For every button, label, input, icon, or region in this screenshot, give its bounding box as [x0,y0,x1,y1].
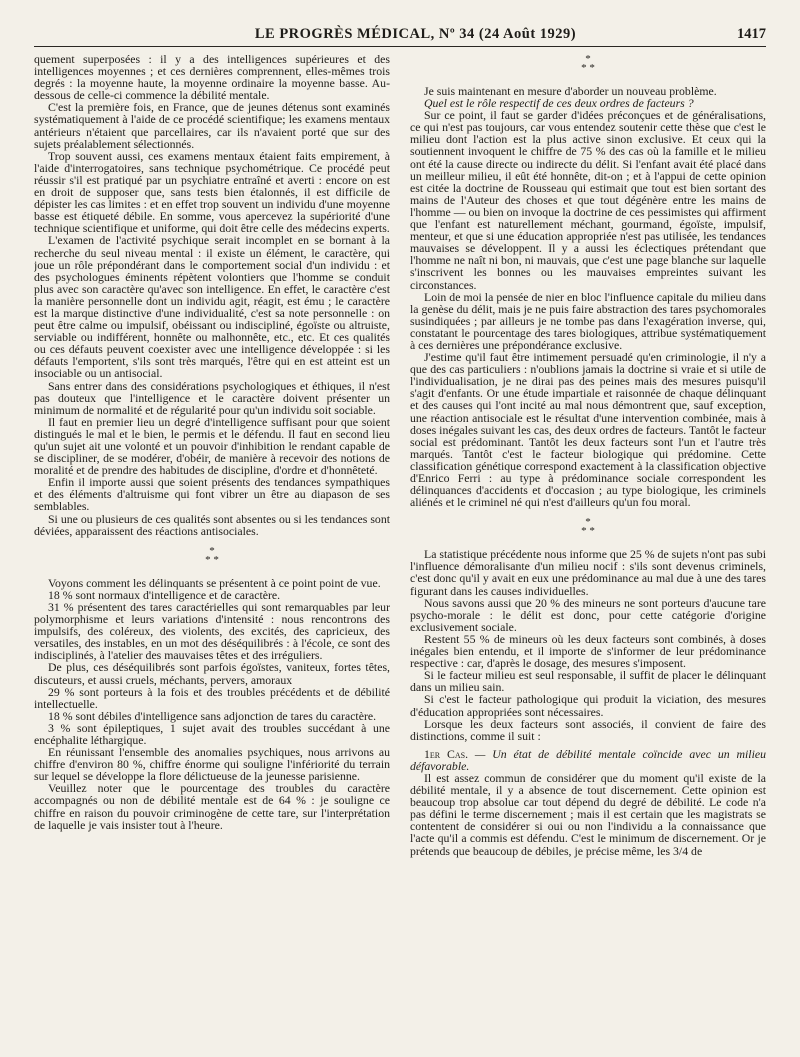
paragraph: J'estime qu'il faut être intimement persuadé qu'en criminologie, il n'y a que des cas particuliers : n'oublions jamais la doctrine si vraie et si utile de l'individualisation, je ne dirai pas des peines mais des mesures puisqu'il s'agit d'enfants. Or une étude impartiale et raisonnée de chaque délinquant et des causes qui l'ont incité au mal nous démontrent que, sauf exception, une réaction antisociale est le résultat d'une intervention combinée, mais à doses inégales suivant les cas, des deux ordres de facteurs. Tantôt le facteur social est prédominant. Tantôt les deux facteurs sont l'un et l'autre très marqués. Tantôt c'est le facteur biologique qui prédomine. Cette classification génétique correspond exactement à la classification objective d'Enrico Ferri : au type à prédominance sociale correspondent les délinquances d'accidents et d'occasion ; au type biologique, les criminels aliénés et le criminel né qui n'est d'ailleurs qu'un fou moral. [410,350,766,510]
paragraph: Il faut en premier lieu un degré d'intelligence suffisant pour que soient distingués le mal et le bien, le permis et le défendu. Il faut en second lieu qu'un sujet ait une volonté et un pouvoir d'inhibition le rendant capable de se discipliner, de se modérer, d'obéir, de manière à recevoir des notions de moralité et de prendre des habitudes de discipline, d'ordre et d'honnêteté. [34,414,390,478]
paragraph: Si une ou plusieurs de ces qualités sont absentes ou si les tendances sont déviées, apparaissent des réactions antisociales. [34,511,390,538]
paragraph: La statistique précédente nous informe que 25 % de sujets n'ont pas subi l'influence démoralisante d'un milieu nocif : s'ils sont devenus criminels, c'est donc qu'il y avait en eux une prédominance au mal due à une des tares figurant dans les causes individuelles. [410,547,766,598]
case-label: 1er Cas. [424,746,469,761]
paragraph: 3 % sont épileptiques, 1 sujet avait des troubles succédant à une encéphalite léthargique. [34,720,390,747]
running-header [34,26,766,47]
paragraph: quement superposées : il y a des intelligences supérieures et des intelligences moyennes ; et ces dernières comprennent, elles-mêmes trois degrés : la moyenne haute, la moyenne ordinaire la moyenne basse. Au-dessous de celle-ci commence la débilité mentale. [34,53,390,103]
separator-star: * [589,525,595,538]
separator-star: * [209,544,215,557]
section-question: Quel est le rôle respectif de ces deux ordres de facteurs ? [424,96,694,111]
separator-star: * [205,553,211,566]
separator-star: * [585,516,591,529]
separator-star: * [581,525,587,538]
separator-star: * [213,553,219,566]
paragraph: Restent 55 % de mineurs où les deux facteurs sont combinés, à doses inégales bien entendu, et il importe de s'informer de leur prédominance respective : car, d'après le dosage, des mesures s'imposent. [410,631,766,671]
separator-star: * [585,53,591,65]
page-number: 1417 [737,26,766,42]
paragraph: C'est la première fois, en France, que de jeunes détenus sont examinés systématiquement à l'aide de ce procédé scientifique; les examens mentaux antérieurs n'étaient que parcellaires, car ils n'avaient porté que sur des sujets préalablement sélectionnés. [34,100,390,151]
paragraph: En réunissant l'ensemble des anomalies psychiques, nous arrivons au chiffre d'environ 80 %, chiffre énorme qui souligne l'infériorité du terrain sur lequel se développe la flore délictueuse de la jeunesse parisienne. [34,745,390,784]
case-title: — Un état de débilité mentale coïncide avec un milieu défavorable. [410,746,766,773]
paragraph: Sans entrer dans des considérations psychologiques et éthiques, il n'est pas douteux que l'intelligence et le caractère doivent présenter un minimum de normalité et de régularité pour qu'un individu soit sociable. [34,378,390,417]
paragraph: Nous savons aussi que 20 % des mineurs ne sont porteurs d'aucune tare psycho-morale : le délit est donc, pour cette catégorie d'origine exclusivement sociale. [410,595,766,634]
paragraph: 18 % sont débiles d'intelligence sans adjonction de tares du caractère. [48,708,377,723]
paragraph: Si le facteur milieu est seul responsable, il suffit de placer le délinquant dans un milieu sain. [410,668,766,695]
paragraph: Veuillez noter que le pourcentage des troubles du caractère accompagnés ou non de débilité mentale est de 64 % : je souligne ce chiffre en raison du pouvoir criminogène de cette tare, sur l'interprétation de laquelle je vais insister tout à l'heure. [34,781,390,832]
paragraph: Sur ce point, il faut se garder d'idées préconçues et de généralisations, ce qui n'est pas toujours, car vous entendez soutenir cette thèse que c'est le milieu dont l'action est la plus active sinon exclusive. Et ceux qui la soutiennent invoquent le chiffre de 75 % des cas où la famille et le milieu ont été la cause directe ou indirecte du délit. Si l'enfant avait été placé dans un meilleur milieu, il eût été honnête, dit-on ; et à l'appui de cette opinion est citée la doctrine de Rousseau qui estimait que tout est bien sortant des mains de l'Auteur des choses et que tout dégénère entre les mains de l'homme — ou bien on invoque la doctrine de ces pessimistes qui affirment que l'enfant est naturellement méchant, gourmand, égoïste, impulsif, menteur, et que si une éducation appropriée n'est pas utilisée, les tendances mauvaises se développent. Il y a aussi les éclectiques prétendant que l'homme ne naît ni bon, ni mauvais, que c'est une page blanche sur laquelle s'inscrivent les bonnes ou les mauvaises empreintes suivant les circonstances. [410,108,766,292]
paragraph: Voyons comment les délinquants se présentent à ce point point de vue. [48,575,381,590]
paragraph: L'examen de l'activité psychique serait incomplet en se bornant à la recherche du seul niveau mental : il existe un élément, le caractère, qui joue un rôle prépondérant dans le comportement social d'un individu : et des psychologues éminents répètent volontiers que l'homme se conduit plus avec son caractère qu'avec son intelligence. En effet, le caractère c'est la manière personnelle dont un individu agit, réagit, est ému ; le caractère est la marque distinctive d'une individualité, c'est sa note personnelle : on peut être calme ou impulsif, obéissant ou indiscipliné, égoïste ou altruiste, serviable ou indifférent, honnête ou malhonnête, etc., etc. Et ces qualités ou ces défauts peuvent coexister avec une intelligence développée : si les défauts l'emportent, s'ils sont très marqués, l'être qui en est atteint est un insociable ou un antisocial. [34,233,390,381]
paragraph: Lorsque les deux facteurs sont associés, il convient de faire des distinctions, comme il suit : [410,716,766,743]
paragraph: Si c'est le facteur pathologique qui produit la viciation, des mesures d'éducation appropriées sont nécessaires. [410,692,766,719]
paragraph: 29 % sont porteurs à la fois et des troubles précédents et de débilité intellectuelle. [34,684,390,711]
paragraph: Loin de moi la pensée de nier en bloc l'influence capitale du milieu dans la genèse du délit, mais je ne puis faire abstraction des tares psychomorales susindiquées ; par ailleurs je ne tombe pas dans l'exagération inverse, qui, constatant le pourcentage des tares biologiques, attribue systématiquement à ces dernières une prépondérance exclusive. [410,289,766,352]
paragraph: Trop souvent aussi, ces examens mentaux étaient faits empirement, à l'aide d'interrogatoires, sans technique psychométrique. Ce procédé peut réussir s'il est pratiqué par un psychiatre entraîné et averti : encore on est en droit de supposer que, sans tests bien étalonnés, il est difficile de dépister les cas limites : et en effet trop souvent un individu d'une moyenne basse est étiqueté débile. En somme, vous apercevez la supériorité d'une technique scientifique et uniforme, qui doit être celle des médecins experts. [34,148,390,236]
paragraph: 31 % présentent des tares caractérielles qui sont remarquables par leur polymorphisme et leurs variations d'intensité : nous rencontrons des impulsifs, des coléreux, des violents, des excités, des capricieux, des versatiles, des instables, en un mot des déséquilibrés : à l'école, ce sont des indisciplinés, à l'atelier des mauvaises têtes et des irréguliers. [34,599,390,663]
left-column [34,53,390,1053]
section-separator [410,55,766,73]
section-separator [34,544,390,566]
paragraph: De plus, ces déséquilibrés sont parfois égoïstes, vaniteux, fortes têtes, discuteurs, et aussi cruels, méchants, pervers, amoraux [34,660,390,687]
case-heading [410,748,766,772]
right-column [410,53,766,1053]
journal-title: LE PROGRÈS MÉDICAL, Nº 34 (24 Août 1929) [254,26,577,42]
paragraph: Je suis maintenant en mesure d'aborder un nouveau problème. [424,84,717,98]
section-separator [410,518,766,536]
separator-star: * [589,62,595,74]
paragraph: Enfin il importe aussi que soient présents des tendances sympathiques et des éléments d'altruisme qui font vibrer un être au diapason de ses semblables. [34,475,390,514]
separator-star: * [581,62,587,74]
paragraph: 18 % sont normaux d'intelligence et de caractère. [48,587,281,602]
paragraph: Il est assez commun de considérer que du moment qu'il existe de la débilité mentale, il y a absence de tout discernement. Cette opinion est beaucoup trop absolue car tout dépend du degré de débilité. Le code n'a pas défini le terme discernement ; mais il est certain que les magistrats se contentent de considérer si oui ou non l'individu a la connaissance que l'acte qu'il a commis est défendu. C'est le minimum de discernement. Or je prétends que beaucoup de débiles, je précise même, les 3/4 de [410,770,766,858]
article-body [34,53,766,1053]
